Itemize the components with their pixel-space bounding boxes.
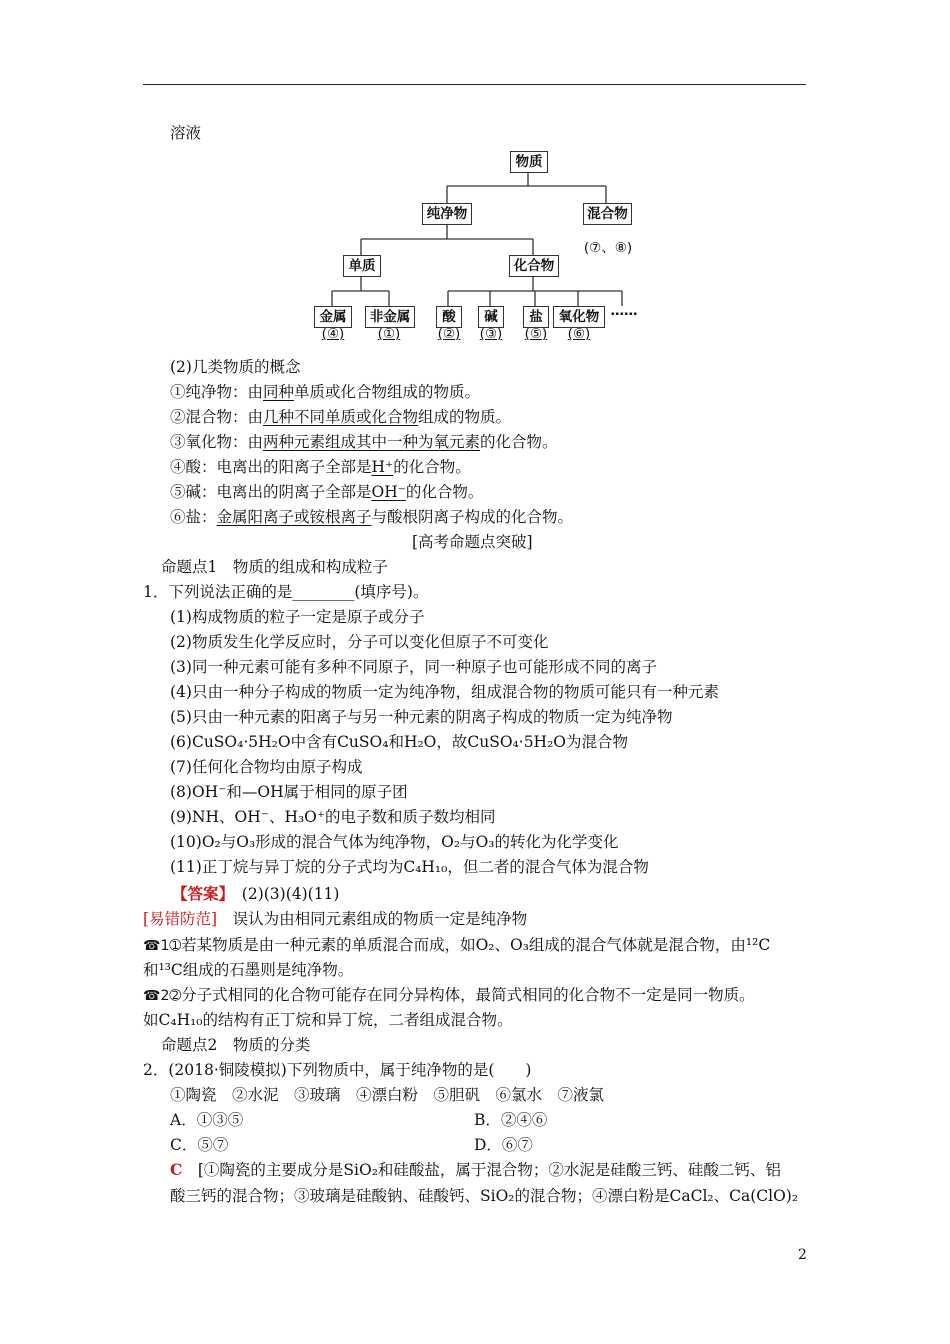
q2-option-b: B．②④⑥ — [474, 1111, 548, 1129]
concepts-title: (2)几类物质的概念 — [170, 358, 301, 376]
q2-explanation-2: 酸三钙的混合物；③玻璃是硅酸钠、硅酸钙、SiO₂的混合物；④漂白粉是CaCl₂、Ca(ClO)₂ — [170, 1187, 799, 1205]
q1-item: (4)只由一种分子构成的物质一定为纯净物，组成混合物的物质可能只有一种元素 — [170, 683, 719, 701]
salt-item: (⑤) — [524, 326, 548, 342]
diagram-connectors — [0, 0, 950, 360]
node-substance: 物质 — [510, 151, 548, 173]
q1-stem: 1．下列说法正确的是________(填序号)。 — [143, 583, 429, 601]
q2-stem: 2．(2018·铜陵模拟)下列物质中，属于纯净物的是( ) — [143, 1061, 532, 1079]
concept-acid: ④酸：电离出的阳离子全部是H⁺的化合物。 — [170, 458, 471, 476]
section-title: [高考命题点突破] — [412, 533, 533, 551]
warning-point-2-cont: 如C₄H₁₀的结构有正丁烷和异丁烷，二者组成混合物。 — [143, 1011, 513, 1029]
concept-salt: ⑥盐：金属阳离子或铵根离子与酸根阴离子构成的化合物。 — [170, 508, 574, 526]
warning-point-1-cont: 和¹³C组成的石墨则是纯净物。 — [143, 961, 354, 979]
node-compound: 化合物 — [509, 255, 559, 277]
node-pure-substance: 纯净物 — [422, 203, 472, 225]
answer-label: 【答案】 — [172, 884, 227, 903]
warning-point-1: ☎1➀若某物质是由一种元素的单质混合而成，如O₂、O₃组成的混合气体就是混合物，由¹²C — [143, 936, 771, 954]
concept-oxide: ③氧化物：由两种元素组成其中一种为氧元素的化合物。 — [170, 433, 558, 451]
warning-title: [易错防范] 误认为由相同元素组成的物质一定是纯净物 — [143, 910, 528, 928]
node-salt: 盐 — [523, 306, 549, 328]
q1-item: (2)物质发生化学反应时，分子可以变化但原子不可变化 — [170, 633, 549, 651]
point-2-title: 命题点2 物质的分类 — [161, 1036, 311, 1054]
q1-item: (3)同一种元素可能有多种不同原子，同一种原子也可能形成不同的离子 — [170, 658, 657, 676]
node-base: 碱 — [478, 306, 504, 328]
metal-item: (④) — [321, 326, 345, 342]
warning-point-2: ☎2➁分子式相同的化合物可能存在同分异构体，最简式相同的化合物不一定是同一物质。 — [143, 986, 755, 1004]
heading-word: 溶液 — [170, 124, 202, 142]
nonmetal-item: (①) — [377, 326, 401, 342]
q1-item: (1)构成物质的粒子一定是原子或分子 — [170, 608, 425, 626]
node-oxide: 氧化物 — [553, 306, 605, 328]
q1-item: (9)NH、OH⁻、H₃O⁺的电子数和质子数均相同 — [170, 808, 496, 826]
concept-pure: ①纯净物：由同种单质或化合物组成的物质。 — [170, 383, 481, 401]
node-mixture: 混合物 — [583, 203, 632, 225]
concept-base: ⑤碱：电离出的阴离子全部是OH⁻的化合物。 — [170, 483, 484, 501]
acid-item: (②) — [437, 326, 461, 342]
q1-item: (11)正丁烷与异丁烷的分子式均为C₄H₁₀，但二者的混合气体为混合物 — [170, 858, 649, 876]
oxide-item: (⑥) — [567, 326, 591, 342]
q2-option-d: D．⑥⑦ — [474, 1136, 533, 1154]
concept-mixture: ②混合物：由几种不同单质或化合物组成的物质。 — [170, 408, 512, 426]
base-item: (③) — [479, 326, 503, 342]
point-1-title: 命题点1 物质的组成和构成粒子 — [161, 558, 388, 576]
q2-option-a: A．①③⑤ — [170, 1111, 244, 1129]
mixture-items: (⑦、⑧) — [583, 240, 633, 256]
node-nonmetal: 非金属 — [365, 306, 415, 328]
q1-item: (5)只由一种元素的阳离子与另一种元素的阴离子构成的物质一定为纯净物 — [170, 708, 673, 726]
node-acid: 酸 — [436, 306, 462, 328]
q2-option-c: C．⑤⑦ — [170, 1136, 229, 1154]
node-element: 单质 — [343, 255, 381, 277]
q2-answer-letter: C — [170, 1160, 183, 1179]
q1-item: (6)CuSO₄·5H₂O中含有CuSO₄和H₂O，故CuSO₄·5H₂O为混合物 — [170, 733, 628, 751]
node-metal: 金属 — [314, 306, 352, 328]
q1-item: (10)O₂与O₃形成的混合气体为纯净物，O₂与O₃的转化为化学变化 — [170, 833, 619, 851]
diagram-ellipsis: …… — [610, 303, 638, 319]
q2-explanation-1: C [①陶瓷的主要成分是SiO₂和硅酸盐，属于混合物；②水泥是硅酸三钙、硅酸二钙、铝 — [170, 1160, 781, 1179]
q1-item: (8)OH⁻和—OH属于相同的原子团 — [170, 783, 408, 801]
q1-item: (7)任何化合物均由原子构成 — [170, 758, 363, 776]
q2-list: ①陶瓷 ②水泥 ③玻璃 ④漂白粉 ⑤胆矾 ⑥氯水 ⑦液氯 — [170, 1086, 605, 1104]
page-number: 2 — [798, 1247, 807, 1263]
q1-answer: 【答案】 (2)(3)(4)(11) — [172, 884, 340, 903]
